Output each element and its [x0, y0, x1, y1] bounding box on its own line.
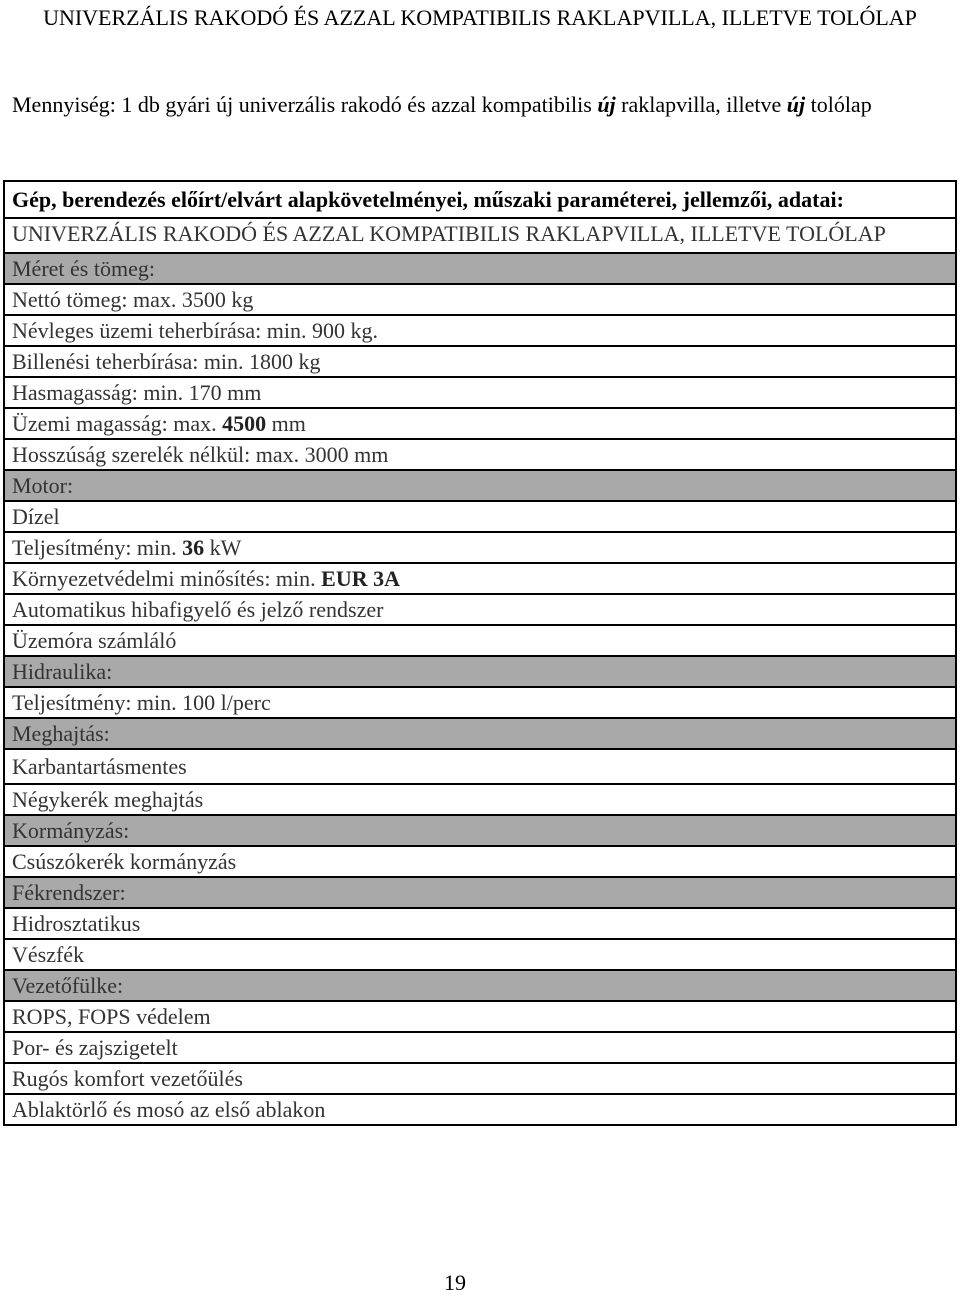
- section-heading-meghajtas: Meghajtás:: [4, 718, 956, 749]
- quantity-line: [12, 90, 942, 120]
- quantity-suffix: tolólap: [805, 92, 872, 117]
- table-header-row: [4, 181, 956, 218]
- spec-item: Vészfék: [4, 939, 956, 970]
- machine-name-row: [4, 218, 956, 253]
- spec-item-value: EUR 3A: [321, 566, 401, 591]
- table-row: [4, 439, 956, 470]
- spec-item: Hasmagasság: min. 170 mm: [4, 377, 956, 408]
- table-row: [4, 1094, 956, 1125]
- spec-item-suffix: mm: [266, 411, 306, 436]
- spec-item-value: 36: [182, 535, 205, 560]
- table-row: [4, 532, 956, 563]
- spec-item: [4, 408, 956, 439]
- section-row: [4, 970, 956, 1001]
- section-heading-meret: Méret és tömeg:: [4, 253, 956, 284]
- spec-item: Billenési teherbírása: min. 1800 kg: [4, 346, 956, 377]
- table-row: [4, 501, 956, 532]
- quantity-emphasis-1: új: [597, 92, 616, 117]
- spec-item: Por- és zajszigetelt: [4, 1032, 956, 1063]
- section-row: [4, 877, 956, 908]
- spec-item: Karbantartásmentes: [4, 749, 956, 784]
- spec-item: Nettó tömeg: max. 3500 kg: [4, 284, 956, 315]
- table-row: [4, 408, 956, 439]
- spec-item: Üzemóra számláló: [4, 625, 956, 656]
- spec-item: Hidrosztatikus: [4, 908, 956, 939]
- section-row: [4, 253, 956, 284]
- spec-item: ROPS, FOPS védelem: [4, 1001, 956, 1032]
- section-row: [4, 656, 956, 687]
- spec-item: Négykerék meghajtás: [4, 784, 956, 815]
- quantity-emphasis-2: új: [786, 92, 806, 117]
- table-row: [4, 908, 956, 939]
- spec-item-suffix: kW: [204, 535, 242, 560]
- table-row: [4, 563, 956, 594]
- spec-item-prefix: Üzemi magasság: max.: [12, 411, 223, 436]
- table-row: [4, 1063, 956, 1094]
- table-row: [4, 346, 956, 377]
- spec-item: Dízel: [4, 501, 956, 532]
- table-row: [4, 594, 956, 625]
- table-row: [4, 846, 956, 877]
- spec-item: [4, 532, 956, 563]
- spec-item: Ablaktörlő és mosó az első ablakon: [4, 1094, 956, 1125]
- table-row: [4, 784, 956, 815]
- spec-table: [3, 180, 957, 1126]
- spec-item-prefix: Teljesítmény: min.: [12, 535, 183, 560]
- table-row: [4, 284, 956, 315]
- spec-item: Csúszókerék kormányzás: [4, 846, 956, 877]
- section-heading-vezetofulke: Vezetőfülke:: [4, 970, 956, 1001]
- spec-item: Teljesítmény: min. 100 l/perc: [4, 687, 956, 718]
- section-row: [4, 815, 956, 846]
- quantity-prefix: Mennyiség: 1 db gyári új univerzális rakodó és azzal kompatibilis: [12, 92, 598, 117]
- document-title: UNIVERZÁLIS RAKODÓ ÉS AZZAL KOMPATIBILIS RAKLAPVILLA, ILLETVE TOLÓLAP: [43, 5, 917, 30]
- section-heading-kormanyzas: Kormányzás:: [4, 815, 956, 846]
- section-row: [4, 470, 956, 501]
- quantity-middle: raklapvilla, illetve: [615, 92, 787, 117]
- spec-item: Hosszúság szerelék nélkül: max. 3000 mm: [4, 439, 956, 470]
- section-heading-hidraulika: Hidraulika:: [4, 656, 956, 687]
- spec-item: Rugós komfort vezetőülés: [4, 1063, 956, 1094]
- table-row: [4, 625, 956, 656]
- table-row: [4, 1032, 956, 1063]
- spec-item-value: 4500: [222, 411, 267, 436]
- section-row: [4, 718, 956, 749]
- table-row: [4, 939, 956, 970]
- spec-item: Névleges üzemi teherbírása: min. 900 kg.: [4, 315, 956, 346]
- section-heading-motor: Motor:: [4, 470, 956, 501]
- spec-item-prefix: Környezetvédelmi minősítés: min.: [12, 566, 322, 591]
- table-row: [4, 315, 956, 346]
- section-heading-fekrendszer: Fékrendszer:: [4, 877, 956, 908]
- table-row: [4, 687, 956, 718]
- machine-name: UNIVERZÁLIS RAKODÓ ÉS AZZAL KOMPATIBILIS RAKLAPVILLA, ILLETVE TOLÓLAP: [4, 218, 956, 253]
- table-row: [4, 377, 956, 408]
- page-number: 19: [444, 1270, 466, 1295]
- spec-item: [4, 563, 956, 594]
- table-row: [4, 749, 956, 784]
- spec-item: Automatikus hibafigyelő és jelző rendszer: [4, 594, 956, 625]
- table-row: [4, 1001, 956, 1032]
- table-header: Gép, berendezés előírt/elvárt alapkövetelményei, műszaki paraméterei, jellemzői, adatai:: [4, 181, 956, 218]
